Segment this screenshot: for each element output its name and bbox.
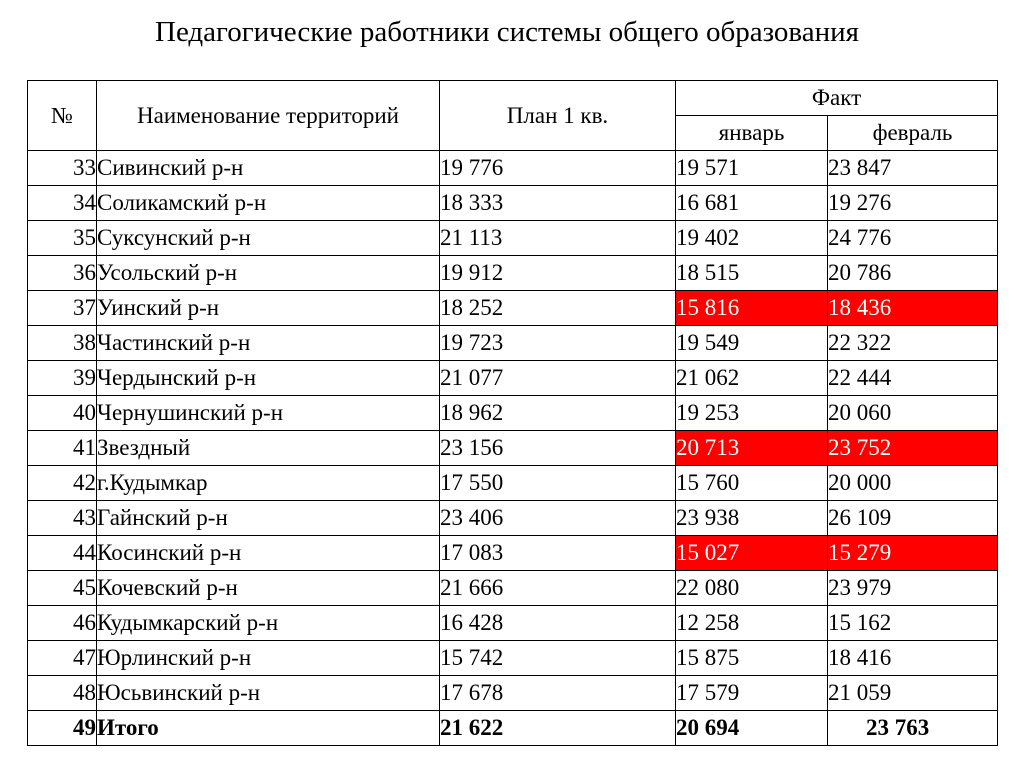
page-title: Педагогические работники системы общего образования: [155, 16, 859, 48]
january-value: 19 571: [676, 151, 828, 186]
february-value: 22 444: [828, 361, 998, 396]
row-number: 40: [28, 396, 97, 431]
territory-name: Соликамский р-н: [97, 186, 440, 221]
table-body: [28, 151, 998, 746]
row-number: 36: [28, 256, 97, 291]
january-value: 12 258: [676, 606, 828, 641]
january-value: 16 681: [676, 186, 828, 221]
january-value: 23 938: [676, 501, 828, 536]
january-value: 19 402: [676, 221, 828, 256]
row-number: 35: [28, 221, 97, 256]
total-plan: 21 622: [440, 711, 676, 746]
february-value: 18 436: [828, 291, 998, 326]
row-number: 33: [28, 151, 97, 186]
plan-value: 17 550: [440, 466, 676, 501]
table-row: [28, 641, 998, 676]
total-row: [28, 711, 998, 746]
table-row: [28, 326, 998, 361]
february-value: 26 109: [828, 501, 998, 536]
row-number: 46: [28, 606, 97, 641]
territory-name: Чернушинский р-н: [97, 396, 440, 431]
header-january: январь: [676, 116, 828, 151]
header-number: №: [28, 81, 97, 151]
row-number: 37: [28, 291, 97, 326]
row-number: 42: [28, 466, 97, 501]
plan-value: 23 406: [440, 501, 676, 536]
data-table: [27, 80, 998, 746]
table-row: [28, 186, 998, 221]
plan-value: 21 077: [440, 361, 676, 396]
january-value: 15 816: [676, 291, 828, 326]
header-name: Наименование территорий: [97, 81, 440, 151]
territory-name: Кочевский р-н: [97, 571, 440, 606]
plan-value: 18 333: [440, 186, 676, 221]
table-row: [28, 291, 998, 326]
table-row: [28, 571, 998, 606]
plan-value: 16 428: [440, 606, 676, 641]
row-number: 47: [28, 641, 97, 676]
february-value: 23 847: [828, 151, 998, 186]
table-row: [28, 221, 998, 256]
table-row: [28, 676, 998, 711]
header-plan: План 1 кв.: [440, 81, 676, 151]
table-row: [28, 606, 998, 641]
february-value: 15 279: [828, 536, 998, 571]
row-number: 43: [28, 501, 97, 536]
row-number: 44: [28, 536, 97, 571]
territory-name: Уинский р-н: [97, 291, 440, 326]
plan-value: 18 252: [440, 291, 676, 326]
plan-value: 17 083: [440, 536, 676, 571]
january-value: 22 080: [676, 571, 828, 606]
territory-name: Косинский р-н: [97, 536, 440, 571]
table-row: [28, 536, 998, 571]
february-value: 24 776: [828, 221, 998, 256]
header-fact: Факт: [676, 81, 998, 116]
january-value: 15 760: [676, 466, 828, 501]
february-value: 20 000: [828, 466, 998, 501]
total-january: 20 694: [676, 711, 828, 746]
plan-value: 21 666: [440, 571, 676, 606]
january-value: 15 875: [676, 641, 828, 676]
table-row: [28, 151, 998, 186]
plan-value: 21 113: [440, 221, 676, 256]
row-number: 41: [28, 431, 97, 466]
territory-name: Звездный: [97, 431, 440, 466]
february-value: 20 786: [828, 256, 998, 291]
territory-name: Чердынский р-н: [97, 361, 440, 396]
table-row: [28, 396, 998, 431]
plan-value: 15 742: [440, 641, 676, 676]
february-value: 19 276: [828, 186, 998, 221]
row-number: 39: [28, 361, 97, 396]
january-value: 21 062: [676, 361, 828, 396]
february-value: 18 416: [828, 641, 998, 676]
february-value: 21 059: [828, 676, 998, 711]
territory-name: Кудымкарский р-н: [97, 606, 440, 641]
february-value: 20 060: [828, 396, 998, 431]
table-row: [28, 501, 998, 536]
row-number: 38: [28, 326, 97, 361]
territory-name: Юсьвинский р-н: [97, 676, 440, 711]
territory-name: Гайнский р-н: [97, 501, 440, 536]
table-row: [28, 256, 998, 291]
territory-name: Сивинский р-н: [97, 151, 440, 186]
january-value: 19 549: [676, 326, 828, 361]
february-value: 23 979: [828, 571, 998, 606]
february-value: 15 162: [828, 606, 998, 641]
plan-value: 19 723: [440, 326, 676, 361]
territory-name: Суксунский р-н: [97, 221, 440, 256]
plan-value: 17 678: [440, 676, 676, 711]
total-label: Итого: [97, 711, 440, 746]
table-row: [28, 361, 998, 396]
table-header-row: [28, 81, 998, 116]
plan-value: 18 962: [440, 396, 676, 431]
table-row: [28, 431, 998, 466]
row-number: 48: [28, 676, 97, 711]
plan-value: 19 776: [440, 151, 676, 186]
february-value: 23 752: [828, 431, 998, 466]
total-number: 49: [28, 711, 97, 746]
territory-name: Юрлинский р-н: [97, 641, 440, 676]
row-number: 45: [28, 571, 97, 606]
plan-value: 19 912: [440, 256, 676, 291]
february-value: 22 322: [828, 326, 998, 361]
january-value: 20 713: [676, 431, 828, 466]
january-value: 19 253: [676, 396, 828, 431]
total-february: 23 763: [828, 711, 998, 746]
january-value: 15 027: [676, 536, 828, 571]
table-row: [28, 466, 998, 501]
plan-value: 23 156: [440, 431, 676, 466]
territory-name: Частинский р-н: [97, 326, 440, 361]
january-value: 17 579: [676, 676, 828, 711]
row-number: 34: [28, 186, 97, 221]
january-value: 18 515: [676, 256, 828, 291]
territory-name: г.Кудымкар: [97, 466, 440, 501]
territory-name: Усольский р-н: [97, 256, 440, 291]
header-february: февраль: [828, 116, 998, 151]
